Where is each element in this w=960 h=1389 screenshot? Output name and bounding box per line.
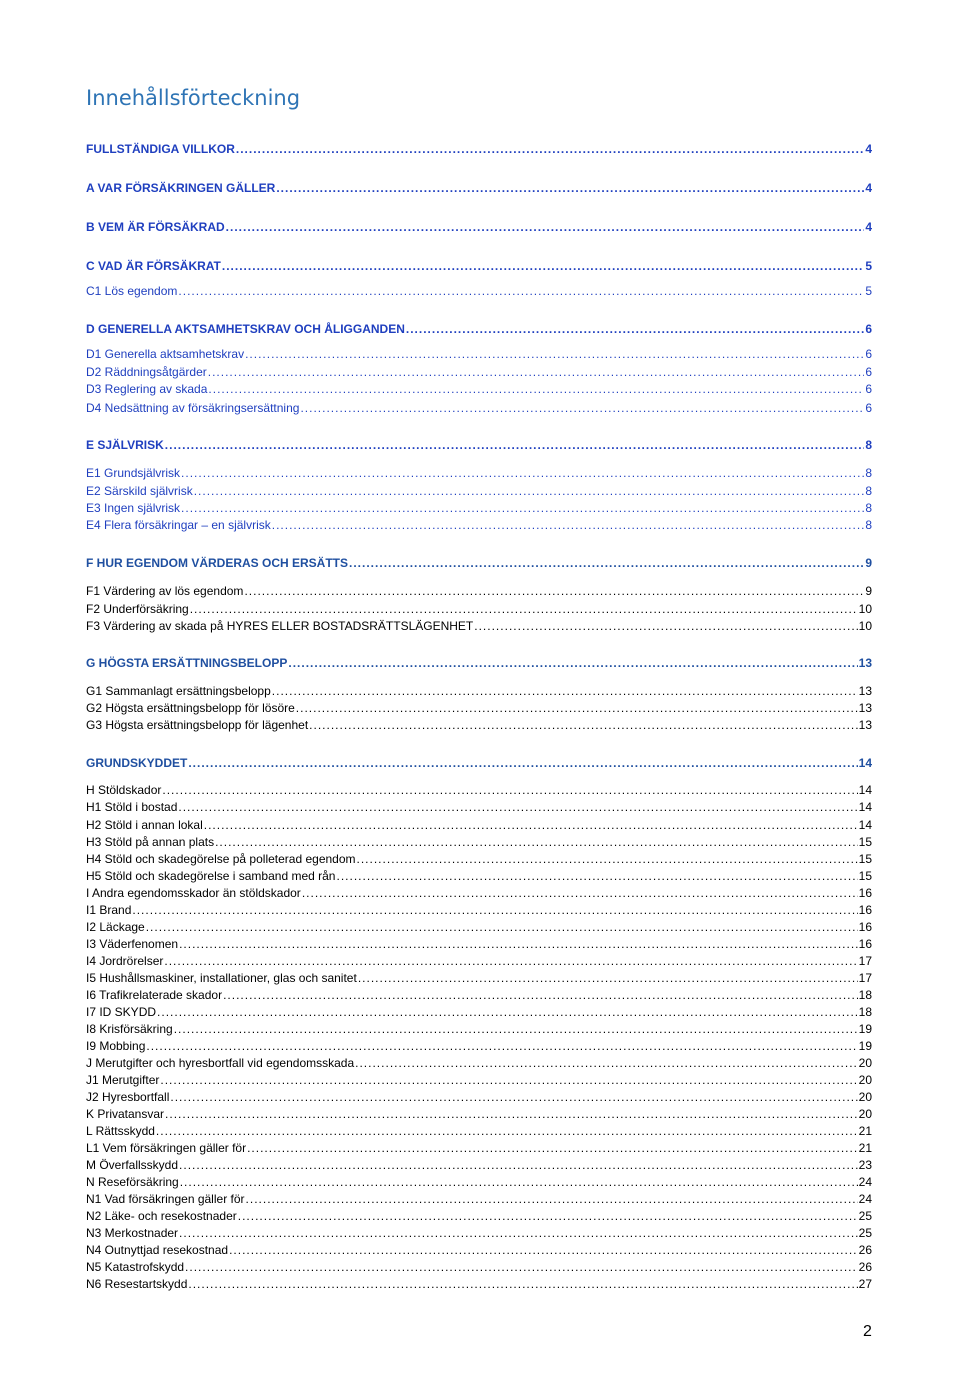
toc-entry-page: 20 xyxy=(858,1056,872,1070)
toc-entry-label: G2 Högsta ersättningsbelopp för lösöre xyxy=(86,701,295,715)
toc-entry[interactable] xyxy=(86,1157,872,1174)
toc-entry-label: J1 Merutgifter xyxy=(86,1073,160,1087)
dot-leader xyxy=(146,919,858,936)
toc-entry-label: I9 Mobbing xyxy=(86,1039,146,1053)
toc-entry-page: 16 xyxy=(858,920,872,934)
toc-entry-page: 8 xyxy=(865,518,872,532)
toc-entry[interactable] xyxy=(86,936,872,953)
toc-entry-page: 4 xyxy=(865,181,872,195)
toc-entry-label: H4 Stöld och skadegörelse på polleterad egendom xyxy=(86,852,356,866)
toc-entry-label: E2 Särskild självrisk xyxy=(86,484,193,498)
dot-leader xyxy=(179,1225,858,1242)
toc-entry-page: 26 xyxy=(858,1260,872,1274)
toc-entry-label: G3 Högsta ersättningsbelopp för lägenhet xyxy=(86,718,309,732)
toc-entry-label: M Överfallsskydd xyxy=(86,1158,179,1172)
dot-leader xyxy=(164,953,857,970)
dot-leader xyxy=(162,782,857,799)
toc-entry[interactable] xyxy=(86,683,872,700)
toc-entry-page: 13 xyxy=(858,718,872,732)
toc-entry[interactable] xyxy=(86,618,872,635)
toc-entry[interactable] xyxy=(86,1191,872,1208)
toc-entry[interactable] xyxy=(86,1055,872,1072)
dot-leader xyxy=(132,902,857,919)
toc-entry-page: 20 xyxy=(858,1073,872,1087)
dot-leader xyxy=(236,141,864,158)
toc-entry-label: GRUNDSKYDDET xyxy=(86,756,188,770)
toc-entry[interactable] xyxy=(86,782,872,799)
toc-entry-page: 14 xyxy=(858,783,872,797)
dot-leader xyxy=(406,321,864,338)
toc-entry[interactable] xyxy=(86,141,872,158)
dot-leader xyxy=(165,437,865,454)
toc-entry-label: D4 Nedsättning av försäkringsersättning xyxy=(86,401,300,415)
toc-entry[interactable] xyxy=(86,400,872,417)
toc-entry-page: 6 xyxy=(865,382,872,396)
toc-entry-label: H5 Stöld och skadegörelse i samband med rån xyxy=(86,869,336,883)
dot-leader xyxy=(179,936,858,953)
toc-entry-label: L1 Vem försäkringen gäller för xyxy=(86,1141,247,1155)
toc-entry[interactable] xyxy=(86,987,872,1004)
toc-entry-label: H2 Stöld i annan lokal xyxy=(86,818,203,832)
toc-entry[interactable] xyxy=(86,1072,872,1089)
toc-entry-label: F HUR EGENDOM VÄRDERAS OCH ERSÄTTS xyxy=(86,556,349,570)
dot-leader xyxy=(178,799,857,816)
dot-leader xyxy=(146,1038,857,1055)
toc-entry-label: I5 Hushållsmaskiner, installationer, glas och sanitet xyxy=(86,971,357,985)
toc-entry[interactable] xyxy=(86,346,872,363)
toc-entry-label: D GENERELLA AKTSAMHETSKRAV OCH ÅLIGGANDEN xyxy=(86,322,405,336)
toc-entry-label: N1 Vad försäkringen gäller för xyxy=(86,1192,245,1206)
dot-leader xyxy=(238,1208,858,1225)
dot-leader xyxy=(157,1004,858,1021)
toc-entry[interactable] xyxy=(86,919,872,936)
toc-entry-page: 6 xyxy=(865,347,872,361)
toc-entry-label: F1 Värdering av lös egendom xyxy=(86,584,244,598)
toc-entry[interactable] xyxy=(86,834,872,851)
dot-leader xyxy=(357,851,858,868)
toc-entry-page: 8 xyxy=(865,438,872,452)
dot-leader xyxy=(336,868,857,885)
toc-entry-page: 16 xyxy=(858,886,872,900)
toc-entry-page: 8 xyxy=(865,484,872,498)
dot-leader xyxy=(355,1055,858,1072)
toc-entry[interactable] xyxy=(86,953,872,970)
dot-leader xyxy=(226,219,865,236)
toc-entry-label: H1 Stöld i bostad xyxy=(86,800,178,814)
toc-entry[interactable] xyxy=(86,258,872,275)
toc-entry-page: 15 xyxy=(858,852,872,866)
toc-entry-label: I3 Väderfenomen xyxy=(86,937,179,951)
dot-leader xyxy=(194,483,865,500)
toc-entry-label: C VAD ÄR FÖRSÄKRAT xyxy=(86,259,221,273)
dot-leader xyxy=(246,1191,858,1208)
toc-entry[interactable] xyxy=(86,1276,872,1293)
toc-entry-page: 18 xyxy=(858,1005,872,1019)
toc-entry[interactable] xyxy=(86,1225,872,1242)
toc-entry-label: F2 Underförsäkring xyxy=(86,602,189,616)
toc-entry-page: 25 xyxy=(858,1209,872,1223)
toc-entry-label: D3 Reglering av skada xyxy=(86,382,208,396)
toc-entry-label: J2 Hyresbortfall xyxy=(86,1090,170,1104)
dot-leader xyxy=(309,717,857,734)
toc-entry[interactable] xyxy=(86,902,872,919)
toc-entry[interactable] xyxy=(86,885,872,902)
toc-entry-page: 24 xyxy=(858,1192,872,1206)
dot-leader xyxy=(204,817,858,834)
toc-entry[interactable] xyxy=(86,851,872,868)
toc-entry[interactable] xyxy=(86,1021,872,1038)
toc-entry-label: N6 Resestartskydd xyxy=(86,1277,188,1291)
toc-entry[interactable] xyxy=(86,517,872,534)
toc-entry-page: 20 xyxy=(858,1090,872,1104)
toc-entry-page: 26 xyxy=(858,1243,872,1257)
dot-leader xyxy=(223,987,858,1004)
toc-entry-page: 19 xyxy=(858,1022,872,1036)
toc-entry[interactable] xyxy=(86,655,872,672)
page-number: 2 xyxy=(863,1323,872,1340)
toc-entry-page: 19 xyxy=(858,1039,872,1053)
dot-leader xyxy=(170,1089,857,1106)
toc-entry-page: 15 xyxy=(858,835,872,849)
toc-entry-label: I2 Läckage xyxy=(86,920,145,934)
dot-leader xyxy=(272,683,858,700)
toc-entry-label: H3 Stöld på annan plats xyxy=(86,835,215,849)
dot-leader xyxy=(174,1021,858,1038)
toc-entry-page: 14 xyxy=(858,818,872,832)
toc-entry-page: 4 xyxy=(865,142,872,156)
toc-entry[interactable] xyxy=(86,180,872,197)
dot-leader xyxy=(208,364,865,381)
dot-leader xyxy=(160,1072,857,1089)
toc-entry-label: N4 Outnyttjad resekostnad xyxy=(86,1243,229,1257)
toc-entry-label: I8 Krisförsäkring xyxy=(86,1022,173,1036)
toc-entry-label: I1 Brand xyxy=(86,903,132,917)
toc-entry-label: B VEM ÄR FÖRSÄKRAD xyxy=(86,220,225,234)
toc-entry-page: 6 xyxy=(865,365,872,379)
toc-entry[interactable] xyxy=(86,500,872,517)
dot-leader xyxy=(185,1259,858,1276)
toc-entry[interactable] xyxy=(86,1259,872,1276)
toc-entry-page: 4 xyxy=(865,220,872,234)
toc-entry-page: 13 xyxy=(858,656,872,670)
dot-leader xyxy=(188,1276,857,1293)
dot-leader xyxy=(349,555,864,572)
toc-entry-label: I Andra egendomsskador än stöldskador xyxy=(86,886,301,900)
toc-entry-page: 5 xyxy=(865,259,872,273)
toc-entry[interactable] xyxy=(86,1242,872,1259)
toc-entry-page: 15 xyxy=(858,869,872,883)
toc-entry-label: N Reseförsäkring xyxy=(86,1175,179,1189)
toc-entry-page: 14 xyxy=(858,756,872,770)
toc-entry[interactable] xyxy=(86,1208,872,1225)
toc-entry[interactable] xyxy=(86,465,872,482)
toc-entry-label: E SJÄLVRISK xyxy=(86,438,164,452)
toc-entry-label: D2 Räddningsåtgärder xyxy=(86,365,207,379)
toc-entry-label: E3 Ingen självrisk xyxy=(86,501,181,515)
dot-leader xyxy=(276,180,864,197)
toc-entry-page: 14 xyxy=(858,800,872,814)
dot-leader xyxy=(296,700,858,717)
toc-entry-page: 13 xyxy=(858,684,872,698)
dot-leader xyxy=(181,500,864,517)
toc-entry[interactable] xyxy=(86,381,872,398)
toc-entry-page: 21 xyxy=(858,1124,872,1138)
toc-entry-page: 10 xyxy=(858,619,872,633)
toc-entry-label: N5 Katastrofskydd xyxy=(86,1260,185,1274)
toc-entry-page: 17 xyxy=(858,971,872,985)
dot-leader xyxy=(288,655,857,672)
toc-entry-label: A VAR FÖRSÄKRINGEN GÄLLER xyxy=(86,181,276,195)
toc-entry[interactable] xyxy=(86,868,872,885)
toc-entry[interactable] xyxy=(86,283,872,300)
toc-entry-page: 8 xyxy=(865,466,872,480)
toc-entry-label: L Rättsskydd xyxy=(86,1124,155,1138)
dot-leader xyxy=(180,1174,858,1191)
dot-leader xyxy=(208,381,864,398)
dot-leader xyxy=(474,618,857,635)
toc-entry-page: 20 xyxy=(858,1107,872,1121)
toc-entry[interactable] xyxy=(86,583,872,600)
dot-leader xyxy=(272,517,865,534)
dot-leader xyxy=(188,755,857,772)
dot-leader xyxy=(179,1157,858,1174)
toc-entry-label: H Stöldskador xyxy=(86,783,162,797)
toc-entry[interactable] xyxy=(86,717,872,734)
toc-entry-page: 13 xyxy=(858,701,872,715)
toc-entry-page: 24 xyxy=(858,1175,872,1189)
toc-entry[interactable] xyxy=(86,1106,872,1123)
dot-leader xyxy=(178,283,864,300)
toc-entry[interactable] xyxy=(86,817,872,834)
dot-leader xyxy=(215,834,858,851)
toc-entry-label: E4 Flera försäkringar – en självrisk xyxy=(86,518,271,532)
dot-leader xyxy=(156,1123,858,1140)
toc-entry-page: 9 xyxy=(865,556,872,570)
toc-entry-page: 25 xyxy=(858,1226,872,1240)
toc-entry-label: N3 Merkostnader xyxy=(86,1226,179,1240)
toc-entry-label: K Privatansvar xyxy=(86,1107,165,1121)
toc-entry-page: 18 xyxy=(858,988,872,1002)
dot-leader xyxy=(244,583,864,600)
toc-entry-label: E1 Grundsjälvrisk xyxy=(86,466,181,480)
toc-entry[interactable] xyxy=(86,483,872,500)
toc-entry-page: 21 xyxy=(858,1141,872,1155)
dot-leader xyxy=(302,885,858,902)
toc-entry-page: 27 xyxy=(858,1277,872,1291)
toc-entry-page: 5 xyxy=(865,284,872,298)
toc-entry-label: C1 Lös egendom xyxy=(86,284,178,298)
toc-entry[interactable] xyxy=(86,219,872,236)
toc-entry-page: 6 xyxy=(865,401,872,415)
dot-leader xyxy=(165,1106,858,1123)
toc-entry-page: 16 xyxy=(858,937,872,951)
page-title: Innehållsförteckning xyxy=(86,86,301,110)
toc-entry-label: G1 Sammanlagt ersättningsbelopp xyxy=(86,684,271,698)
toc-entry-page: 9 xyxy=(865,584,872,598)
toc-entry-page: 8 xyxy=(865,501,872,515)
toc-entry[interactable] xyxy=(86,321,872,338)
toc-entry[interactable] xyxy=(86,1038,872,1055)
dot-leader xyxy=(247,1140,858,1157)
dot-leader xyxy=(229,1242,858,1259)
toc-entry-label: I6 Trafikrelaterade skador xyxy=(86,988,223,1002)
dot-leader xyxy=(245,346,864,363)
toc-entry[interactable] xyxy=(86,755,872,772)
toc-entry[interactable] xyxy=(86,1174,872,1191)
toc-entry[interactable] xyxy=(86,799,872,816)
toc-entry[interactable] xyxy=(86,700,872,717)
toc-entry-page: 23 xyxy=(858,1158,872,1172)
toc-entry[interactable] xyxy=(86,1004,872,1021)
toc-entry-page: 16 xyxy=(858,903,872,917)
toc-entry-label: G HÖGSTA ERSÄTTNINGSBELOPP xyxy=(86,656,288,670)
toc-entry[interactable] xyxy=(86,601,872,618)
dot-leader xyxy=(300,400,864,417)
toc-entry-label: D1 Generella aktsamhetskrav xyxy=(86,347,245,361)
toc-entry-label: I7 ID SKYDD xyxy=(86,1005,157,1019)
dot-leader xyxy=(222,258,864,275)
dot-leader xyxy=(181,465,864,482)
toc-entry[interactable] xyxy=(86,364,872,381)
toc-entry-label: FULLSTÄNDIGA VILLKOR xyxy=(86,142,235,156)
toc-entry-label: I4 Jordrörelser xyxy=(86,954,164,968)
dot-leader xyxy=(358,970,858,987)
toc-entry-label: N2 Läke- och resekostnader xyxy=(86,1209,237,1223)
toc-entry-page: 6 xyxy=(865,322,872,336)
toc-entry[interactable] xyxy=(86,437,872,454)
toc-entry-page: 17 xyxy=(858,954,872,968)
toc-entry[interactable] xyxy=(86,1140,872,1157)
toc-entry[interactable] xyxy=(86,555,872,572)
toc-entry-page: 10 xyxy=(858,602,872,616)
toc-entry-label: F3 Värdering av skada på HYRES ELLER BOSTADSRÄTTSLÄGENHET xyxy=(86,619,474,633)
toc-entry-label: J Merutgifter och hyresbortfall vid egendomsskada xyxy=(86,1056,355,1070)
toc-entry[interactable] xyxy=(86,970,872,987)
dot-leader xyxy=(190,601,858,618)
toc-entry[interactable] xyxy=(86,1123,872,1140)
toc-entry[interactable] xyxy=(86,1089,872,1106)
